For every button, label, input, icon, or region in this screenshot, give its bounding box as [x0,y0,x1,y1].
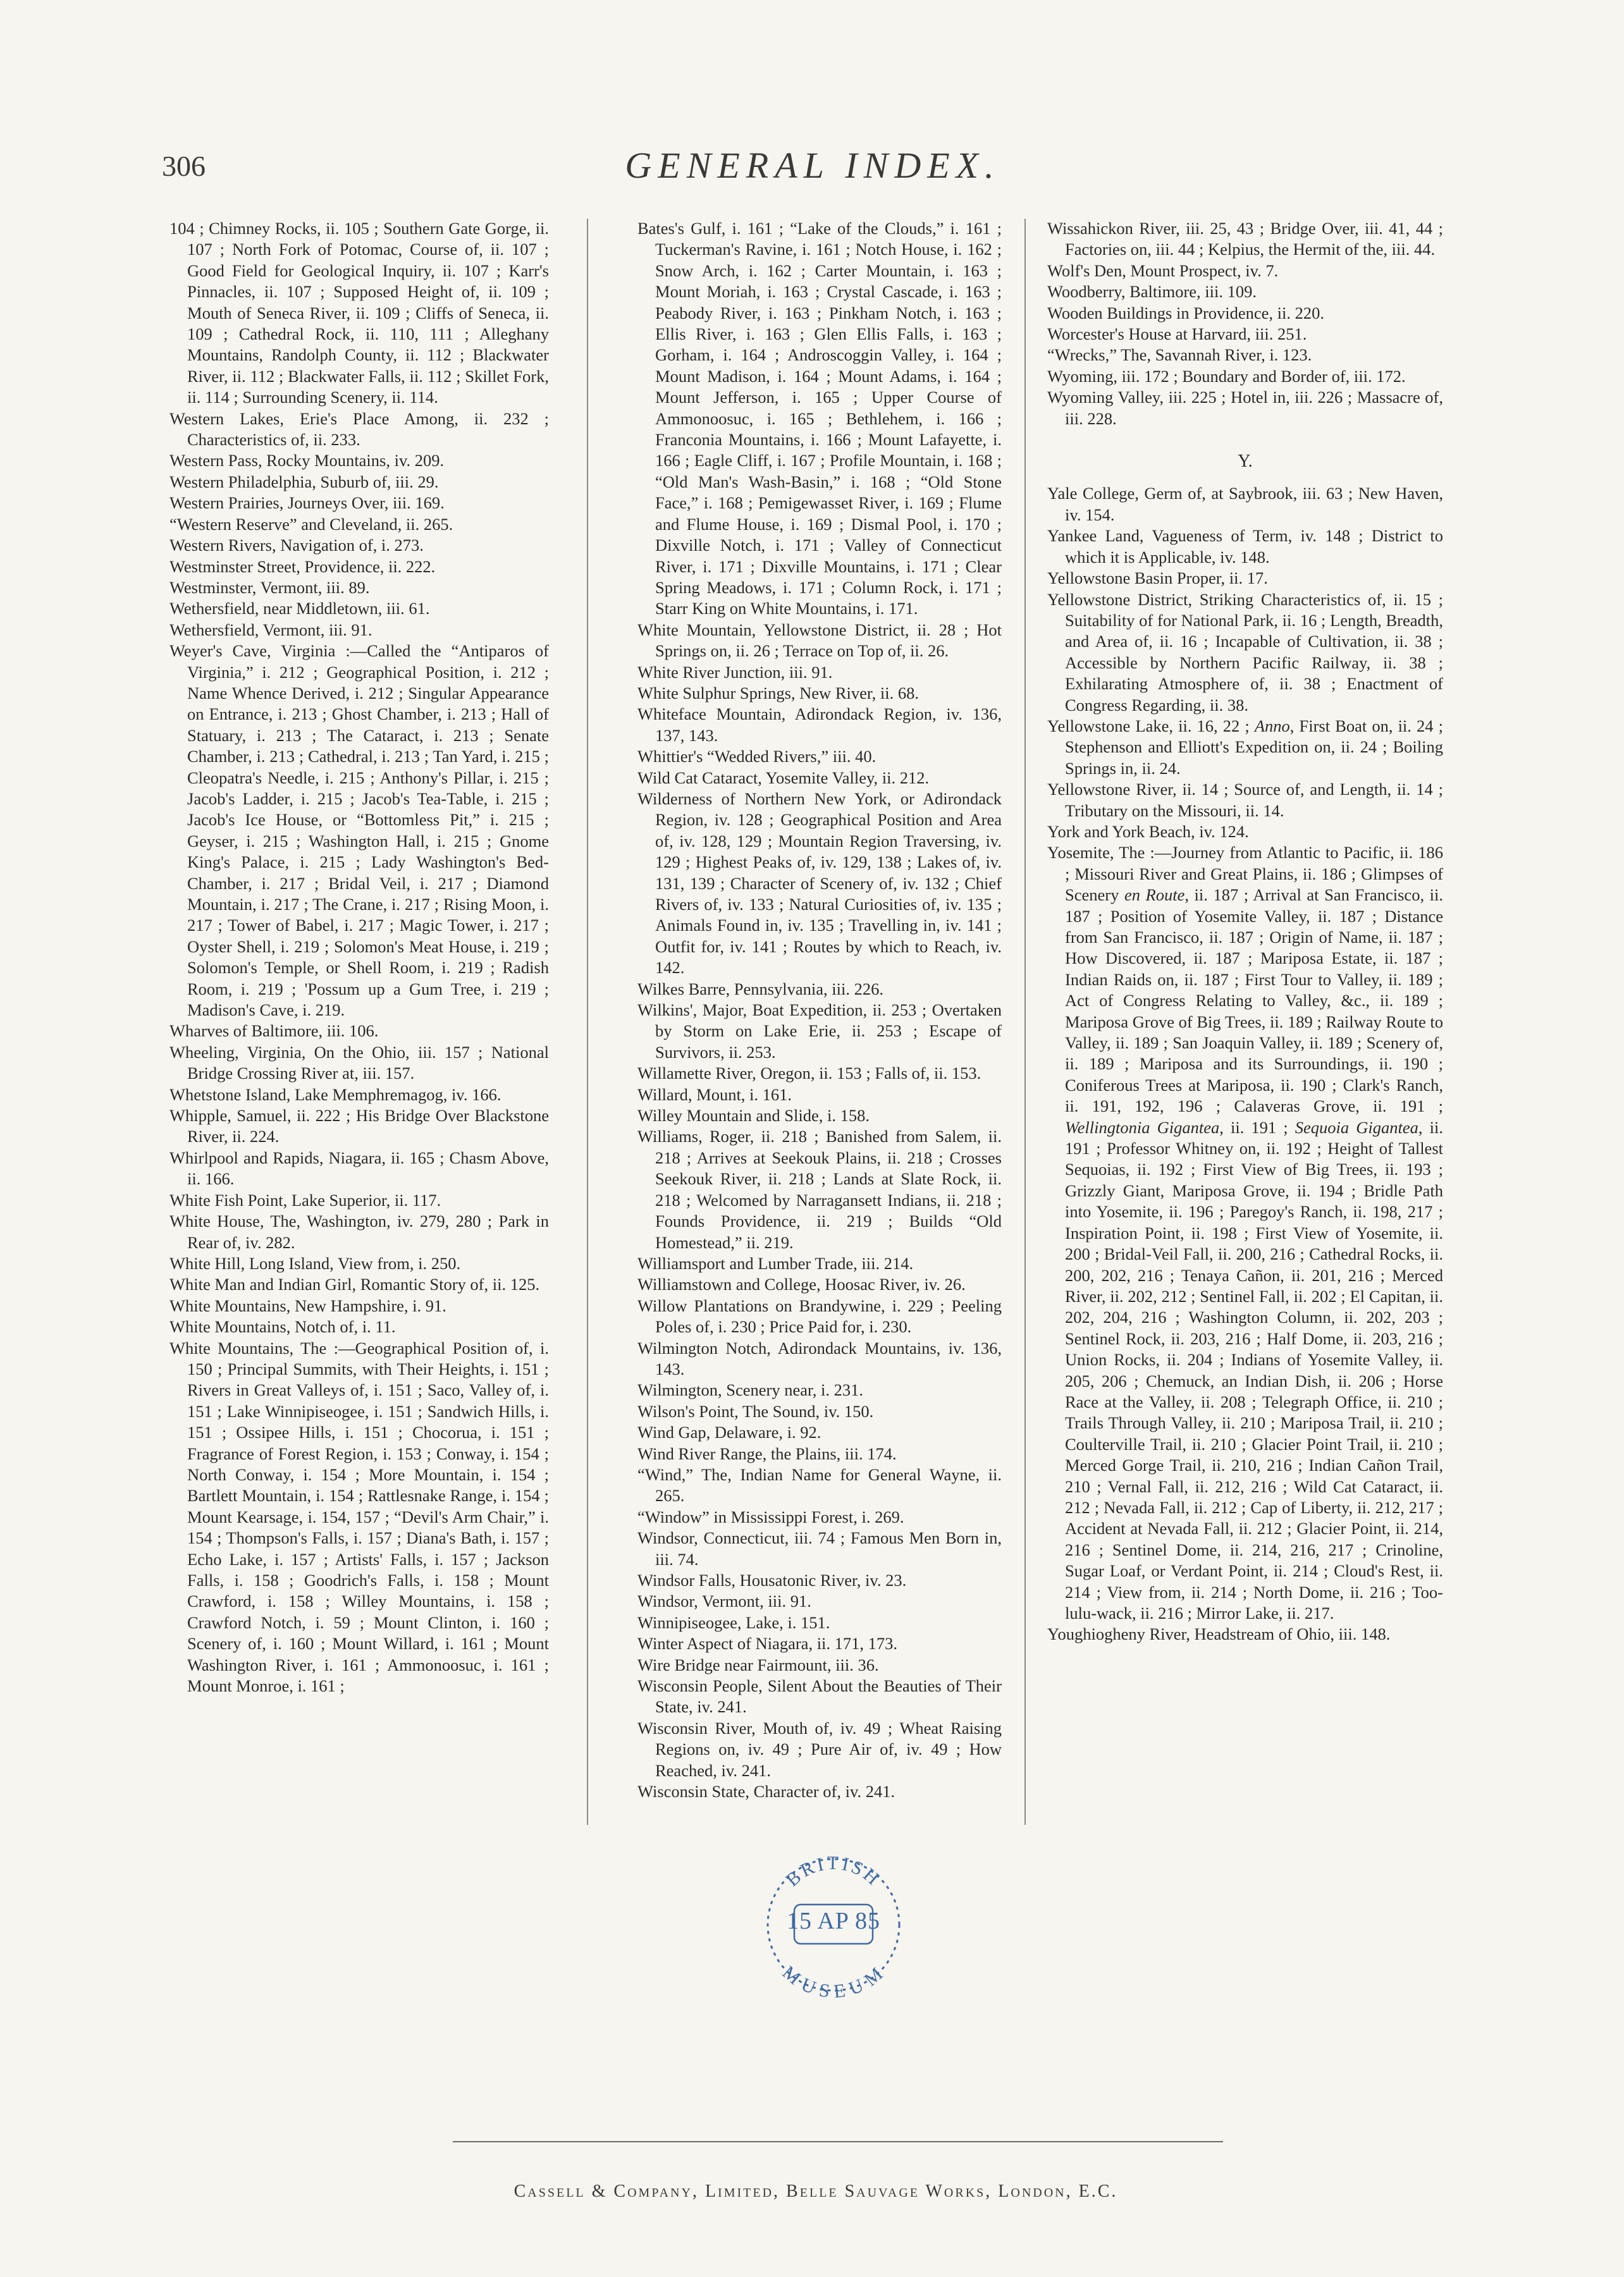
index-entry: Yosemite, The :—Journey from Atlantic to Pacific, ii. 186 ; Missouri River and Great Plains, ii. 186 ; Glimpses of Scenery en Route, ii. 187 ; Arrival at San Francisco, ii. 187 ; Position of Yosemite Valley, ii. 187 ; Distance from San Francisco, ii. 187 ; Origin of Name, ii. 187 ; How Discovered, ii. 187 ; Mariposa Estate, ii. 187 ; Indian Raids on, ii. 187 ; First Tour to Valley, ii. 189 ; Act of Congress Relating to Valley, &c., ii. 189 ; Mariposa Grove of Big Trees, ii. 189 ; Railway Route to Valley, ii. 189 ; San Joaquin Valley, ii. 189 ; Scenery of, ii. 189 ; Mariposa and its Surroundings, ii. 190 ; Coniferous Trees at Mariposa, ii. 190 ; Clark's Ranch, ii. 191, 192, 196 ; Calaveras Grove, ii. 191 ; Wellingtonia Gigantea, ii. 191 ; Sequoia Gigantea, ii. 191 ; Professor Whitney on, ii. 192 ; Height of Tallest Sequoias, ii. 192 ; First View of Big Trees, ii. 193 ; Grizzly Giant, Mariposa Grove, ii. 194 ; Bridle Path into Yosemite, ii. 196 ; Paregoy's Ranch, ii. 198, 217 ; Inspiration Point, ii. 198 ; First View of Yosemite, ii. 200 ; Bridal-Veil Fall, ii. 200, 216 ; Cathedral Rocks, ii. 200, 202, 216 ; Tenaya Cañon, ii. 201, 216 ; Merced River, ii. 202, 212 ; Sentinel Fall, ii. 202 ; El Capitan, ii. 202, 204, 216 ; Washington Column, ii. 202, 203 ; Sentinel Rock, ii. 203, 216 ; Half Dome, ii. 203, 216 ; Union Rocks, ii. 204 ; Indians of Yosemite Valley, ii. 205, 206 ; Chemuck, an Indian Dish, ii. 206 ; Horse Race at the Valley, ii. 208 ; Telegraph Office, ii. 210 ; Trails Through Valley, ii. 210 ; Mariposa Trail, ii. 210 ; Coulterville Trail, ii. 210 ; Glacier Point Trail, ii. 210 ; Merced Gorge Trail, ii. 210, 216 ; Indian Cañon Trail, 210 ; Vernal Fall, ii. 212, 216 ; Wild Cat Cataract, ii. 212 ; Nevada Fall, ii. 212 ; Cap of Liberty, ii. 212, 217 ; Accident at Nevada Fall, ii. 212 ; Glacier Point, ii. 214, 216 ; Sentinel Dome, ii. 214, 216, 217 ; Crinoline, Sugar Loaf, or Verdant Point, ii. 214 ; Cloud's Rest, ii. 214 ; View from, ii. 214 ; North Dome, ii. 216 ; Too-lulu-wack, ii. 216 ; Mirror Lake, ii. 217. [1047,843,1443,1623]
index-entry: White Mountains, Notch of, i. 11. [169,1317,396,1337]
index-entry: Yale College, Germ of, at Saybrook, iii. 63 ; New Haven, iv. 154. [1047,484,1443,524]
index-entry: “Wind,” The, Indian Name for General Wayne, ii. 265. [637,1464,1002,1506]
index-entry: “Window” in Mississippi Forest, i. 269. [637,1507,904,1526]
index-entry: Wisconsin State, Character of, iv. 241. [637,1782,895,1801]
index-entry: Winter Aspect of Niagara, ii. 171, 173. [637,1634,898,1654]
index-entry: Worcester's House at Harvard, iii. 251. [1047,324,1307,344]
index-entry: White Fish Point, Lake Superior, ii. 117. [169,1190,441,1210]
index-entry: Wheeling, Virginia, On the Ohio, iii. 157 ; National Bridge Crossing River at, iii. 157. [169,1042,549,1083]
index-entry: Willey Mountain and Slide, i. 158. [637,1106,870,1126]
index-entry: White Mountains, New Hampshire, i. 91. [169,1296,446,1315]
index-entry: “Wrecks,” The, Savannah River, i. 123. [1047,345,1312,365]
stamp-bottom-text: MUSEUM [778,1961,889,2001]
index-entry: Wilmington Notch, Adirondack Mountains, iv. 136, 143. [637,1338,1002,1378]
index-entry: Yellowstone River, ii. 14 ; Source of, and Length, ii. 14 ; Tributary on the Missouri, ii. 14. [1047,780,1443,820]
index-entry: White Man and Indian Girl, Romantic Story of, ii. 125. [169,1275,540,1294]
index-entry: Wethersfield, Vermont, iii. 91. [169,620,372,639]
index-entry: Wilkes Barre, Pennsylvania, iii. 226. [637,979,883,998]
index-entry: 104 ; Chimney Rocks, ii. 105 ; Southern Gate Gorge, ii. 107 ; North Fork of Potomac, Course of, ii. 107 ; Good Field for Geological Inquiry, ii. 107 ; Karr's Pinnacles, ii. 107 ; Supposed Height of, ii. 109 ; Mouth of Seneca River, ii. 109 ; Cliffs of Seneca, ii. 109 ; Cathedral Rock, ii. 110, 111 ; Alleghany Mountains, Randolph County, ii. 112 ; Blackwater River, ii. 112 ; Blackwater Falls, ii. 112 ; Skillet Fork, ii. 114 ; Surrounding Scenery, ii. 114. [169,219,549,407]
index-entry: Woodberry, Baltimore, iii. 109. [1047,282,1257,302]
index-entry: Wilderness of Northern New York, or Adirondack Region, iv. 128 ; Geographical Position and Area of, iv. 128, 129 ; Mountain Region Traversing, iv. 129 ; Highest Peaks of, iv. 129, 138 ; Lakes of, iv. 131, 139 ; Character of Scenery of, iv. 132 ; Chief Rivers of, iv. 133 ; Natural Curiosities of, iv. 135 ; Animals Found in, iv. 135 ; Travelling in, iv. 141 ; Outfit for, iv. 141 ; Routes by which to Reach, iv. 142. [637,789,1002,978]
index-entry: York and York Beach, iv. 124. [1047,821,1249,841]
index-entry: “Western Reserve” and Cleveland, ii. 265. [169,514,453,534]
index-entry: Wooden Buildings in Providence, ii. 220. [1047,303,1325,322]
index-entry: Wisconsin River, Mouth of, iv. 49 ; Wheat Raising Regions on, iv. 49 ; Pure Air of, iv. 49 ; How Reached, iv. 241. [637,1718,1002,1780]
index-entry: Weyer's Cave, Virginia :—Called the “Antiparos of Virginia,” i. 212 ; Geographical Position, i. 212 ; Name Whence Derived, i. 212 ; Singular Appearance on Entrance, i. 213 ; Ghost Chamber, i. 213 ; Hall of Statuary, i. 213 ; The Cataract, i. 213 ; Senate Chamber, i. 213 ; Cathedral, i. 213 ; Tan Yard, i. 215 ; Cleopatra's Needle, i. 215 ; Anthony's Pillar, i. 215 ; Jacob's Ladder, i. 215 ; Jacob's Tea-Table, i. 215 ; Jacob's Ice House, or “Bottomless Pit,” i. 215 ; Geyser, i. 215 ; Washington Hall, i. 215 ; Gnome King's Palace, i. 215 ; Lady Washington's Bed-Chamber, i. 217 ; Bridal Veil, i. 217 ; Diamond Mountain, i. 217 ; The Crane, i. 217 ; Rising Moon, i. 217 ; Tower of Babel, i. 217 ; Magic Tower, i. 217 ; Oyster Shell, i. 219 ; Solomon's Meat House, i. 219 ; Solomon's Temple, or Shell Room, i. 219 ; Radish Room, i. 219 ; 'Possum up a Gum Tree, i. 219 ; Madison's Cave, i. 219. [169,641,549,1020]
index-entry: Whittier's “Wedded Rivers,” iii. 40. [637,747,877,766]
index-entry: Whipple, Samuel, ii. 222 ; His Bridge Over Blackstone River, ii. 224. [169,1106,549,1146]
index-entry: Windsor, Vermont, iii. 91. [637,1592,811,1611]
index-entry: Wharves of Baltimore, iii. 106. [169,1021,379,1041]
column-divider [1024,219,1026,1825]
index-entry: Yellowstone Basin Proper, ii. 17. [1047,568,1268,588]
index-entry: Wolf's Den, Mount Prospect, iv. 7. [1047,261,1279,280]
library-stamp [761,1851,906,2001]
index-entry: Williams, Roger, ii. 218 ; Banished from Salem, ii. 218 ; Arrives at Seekouk Plains, ii. 218 ; Crosses Seekouk River, ii. 218 ; Lands at Slate Rock, ii. 218 ; Welcomed by Narragansett Indians, ii. 218 ; Founds Providence, ii. 219 ; Builds “Old Homestead,” ii. 219. [637,1127,1002,1252]
index-entry: Wisconsin People, Silent About the Beauties of Their State, iv. 241. [637,1676,1002,1717]
index-entry: Willamette River, Oregon, ii. 153 ; Falls of, ii. 153. [637,1064,981,1083]
index-column-3 [1047,218,1443,1645]
index-entry: Western Prairies, Journeys Over, iii. 169. [169,493,445,513]
index-entry: Willard, Mount, i. 161. [637,1084,792,1104]
index-entry: Western Lakes, Erie's Place Among, ii. 232 ; Characteristics of, ii. 233. [169,408,549,450]
index-entry: Wire Bridge near Fairmount, iii. 36. [637,1655,879,1674]
index-entry: Windsor Falls, Housatonic River, iv. 23. [637,1571,907,1590]
index-entry: White House, The, Washington, iv. 279, 280 ; Park in Rear of, iv. 282. [169,1212,549,1252]
index-entry: Western Rivers, Navigation of, i. 273. [169,536,424,555]
index-column-1 [169,218,549,1697]
index-entry: Wild Cat Cataract, Yosemite Valley, ii. 212. [637,768,930,787]
index-entry: Wind River Range, the Plains, iii. 174. [637,1444,897,1463]
page-number: 306 [162,150,206,182]
index-entry: Willow Plantations on Brandywine, i. 229 ; Peeling Poles of, i. 230 ; Price Paid for, i. 230. [637,1296,1002,1337]
index-entry: Williamsport and Lumber Trade, iii. 214. [637,1253,914,1273]
index-entry: Wethersfield, near Middletown, iii. 61. [169,599,430,618]
index-entry: Westminster, Vermont, iii. 89. [169,577,370,597]
index-entry: Wind Gap, Delaware, i. 92. [637,1423,821,1442]
footer-rule [453,2141,1223,2142]
section-letter-y: Y. [1238,451,1253,472]
index-entry: White Mountain, Yellowstone District, ii. 28 ; Hot Springs on, ii. 26 ; Terrace on Top of, ii. 26. [637,620,1002,661]
page-title: GENERAL INDEX. [625,145,1000,186]
index-entry: White Sulphur Springs, New River, ii. 68. [637,683,919,703]
index-entry: Whirlpool and Rapids, Niagara, ii. 165 ; Chasm Above, ii. 166. [169,1148,549,1189]
index-entry: Westminster Street, Providence, ii. 222. [169,556,436,576]
index-entry: White River Junction, iii. 91. [637,662,833,682]
index-entries-w [1047,218,1443,429]
index-entry: Windsor, Connecticut, iii. 74 ; Famous Men Born in, iii. 74. [637,1528,1002,1569]
index-entry: Williamstown and College, Hoosac River, iv. 26. [637,1275,966,1294]
index-entry: Whetstone Island, Lake Memphremagog, iv. 166. [169,1084,501,1104]
index-entry: Wilson's Point, The Sound, iv. 150. [637,1401,874,1421]
index-entry: Wissahickon River, iii. 25, 43 ; Bridge Over, iii. 41, 44 ; Factories on, iii. 44 ; Kelpius, the Hermit of the, iii. 44. [1047,219,1443,259]
index-entry: Yellowstone Lake, ii. 16, 22 ; Anno, First Boat on, ii. 24 ; Stephenson and Elliott's Expedition on, ii. 24 ; Boiling Springs in, ii. 24. [1047,716,1443,778]
index-entry: Yankee Land, Vagueness of Term, iv. 148 ; District to which it is Applicable, iv. 148. [1047,526,1443,567]
index-entry: Wilkins', Major, Boat Expedition, ii. 253 ; Overtaken by Storm on Lake Erie, ii. 253 ; Escape of Survivors, ii. 253. [637,1000,1002,1062]
index-entries-y [1047,483,1443,1645]
index-entry: Western Pass, Rocky Mountains, iv. 209. [169,451,445,470]
index-entry: White Hill, Long Island, View from, i. 250. [169,1253,461,1273]
stamp-date: 15 AP 85 [786,1908,881,1934]
index-entry: Western Philadelphia, Suburb of, iii. 29. [169,472,439,491]
index-entry: Whiteface Mountain, Adirondack Region, iv. 136, 137, 143. [637,704,1002,745]
index-entry: Yellowstone District, Striking Characteristics of, ii. 15 ; Suitability of for National Park, ii. 16 ; Length, Breadth, and Area of, ii. 16 ; Incapable of Cultivation, ii. 38 ; Accessible by Northern Pacific Railway, ii. 38 ; Exhilarating Atmosphere of, ii. 38 ; Enactment of Congress Regarding, ii. 38. [1047,589,1443,715]
publisher-imprint: Cassell & Company, Limited, Belle Sauvage Works, London, E.C. [514,2182,1118,2201]
stamp-top-text: BRITISH [782,1852,885,1891]
index-entry: Wilmington, Scenery near, i. 231. [637,1380,864,1400]
column-divider [587,219,588,1825]
index-entry: Wyoming, iii. 172 ; Boundary and Border of, iii. 172. [1047,366,1406,386]
index-entry: Wyoming Valley, iii. 225 ; Hotel in, iii. 226 ; Massacre of, iii. 228. [1047,388,1443,428]
index-entry: White Mountains, The :—Geographical Position of, i. 150 ; Principal Summits, with Their Heights, i. 151 ; Rivers in Great Valleys of, i. 151 ; Saco, Valley of, i. 151 ; Lake Winnipiseogee, i. 151 ; Sandwich Hills, i. 151 ; Ossipee Hills, i. 151 ; Chocorua, i. 151 ; Fragrance of Forest Region, i. 153 ; Conway, i. 154 ; North Conway, i. 154 ; More Mountain, i. 154 ; Bartlett Mountain, i. 154 ; Rattlesnake Range, i. 154 ; Mount Kearsage, i. 154, 157 ; “Devil's Arm Chair,” i. 154 ; Thompson's Falls, i. 157 ; Diana's Bath, i. 157 ; Echo Lake, i. 157 ; Artists' Falls, i. 157 ; Jackson Falls, i. 158 ; Goodrich's Falls, i. 158 ; Mount Crawford, i. 158 ; Willey Mountains, i. 158 ; Crawford Notch, i. 59 ; Mount Clinton, i. 160 ; Scenery of, i. 160 ; Mount Willard, i. 161 ; Mount Washington River, i. 161 ; Ammonoosuc, i. 161 ; Mount Monroe, i. 161 ; [169,1338,549,1696]
index-entry: Bates's Gulf, i. 161 ; “Lake of the Clouds,” i. 161 ; Tuckerman's Ravine, i. 161 ; Notch House, i. 162 ; Snow Arch, i. 162 ; Carter Mountain, i. 163 ; Mount Moriah, i. 163 ; Crystal Cascade, i. 163 ; Peabody River, i. 163 ; Pinkham Notch, i. 163 ; Ellis River, i. 163 ; Glen Ellis Falls, i. 163 ; Gorham, i. 164 ; Androscoggin Valley, i. 164 ; Mount Madison, i. 164 ; Mount Adams, i. 164 ; Mount Jefferson, i. 165 ; Upper Course of Ammonoosuc, i. 165 ; Bethlehem, i. 166 ; Franconia Mountains, i. 166 ; Mount Lafayette, i. 166 ; Eagle Cliff, i. 167 ; Profile Mountain, i. 168 ; “Old Man's Wash-Basin,” i. 168 ; “Old Stone Face,” i. 168 ; Pemigewasset River, i. 169 ; Flume and Flume House, i. 169 ; Dismal Pool, i. 170 ; Dixville Notch, i. 171 ; Valley of Connecticut River, i. 171 ; Dixville Mountains, i. 171 ; Clear Spring Meadows, i. 171 ; Column Rock, i. 171 ; Starr King on White Mountains, i. 171. [637,219,1002,618]
index-entry: Youghiogheny River, Headstream of Ohio, iii. 148. [1047,1624,1391,1644]
index-entry: Winnipiseogee, Lake, i. 151. [637,1612,830,1632]
index-column-2 [637,218,1002,1802]
